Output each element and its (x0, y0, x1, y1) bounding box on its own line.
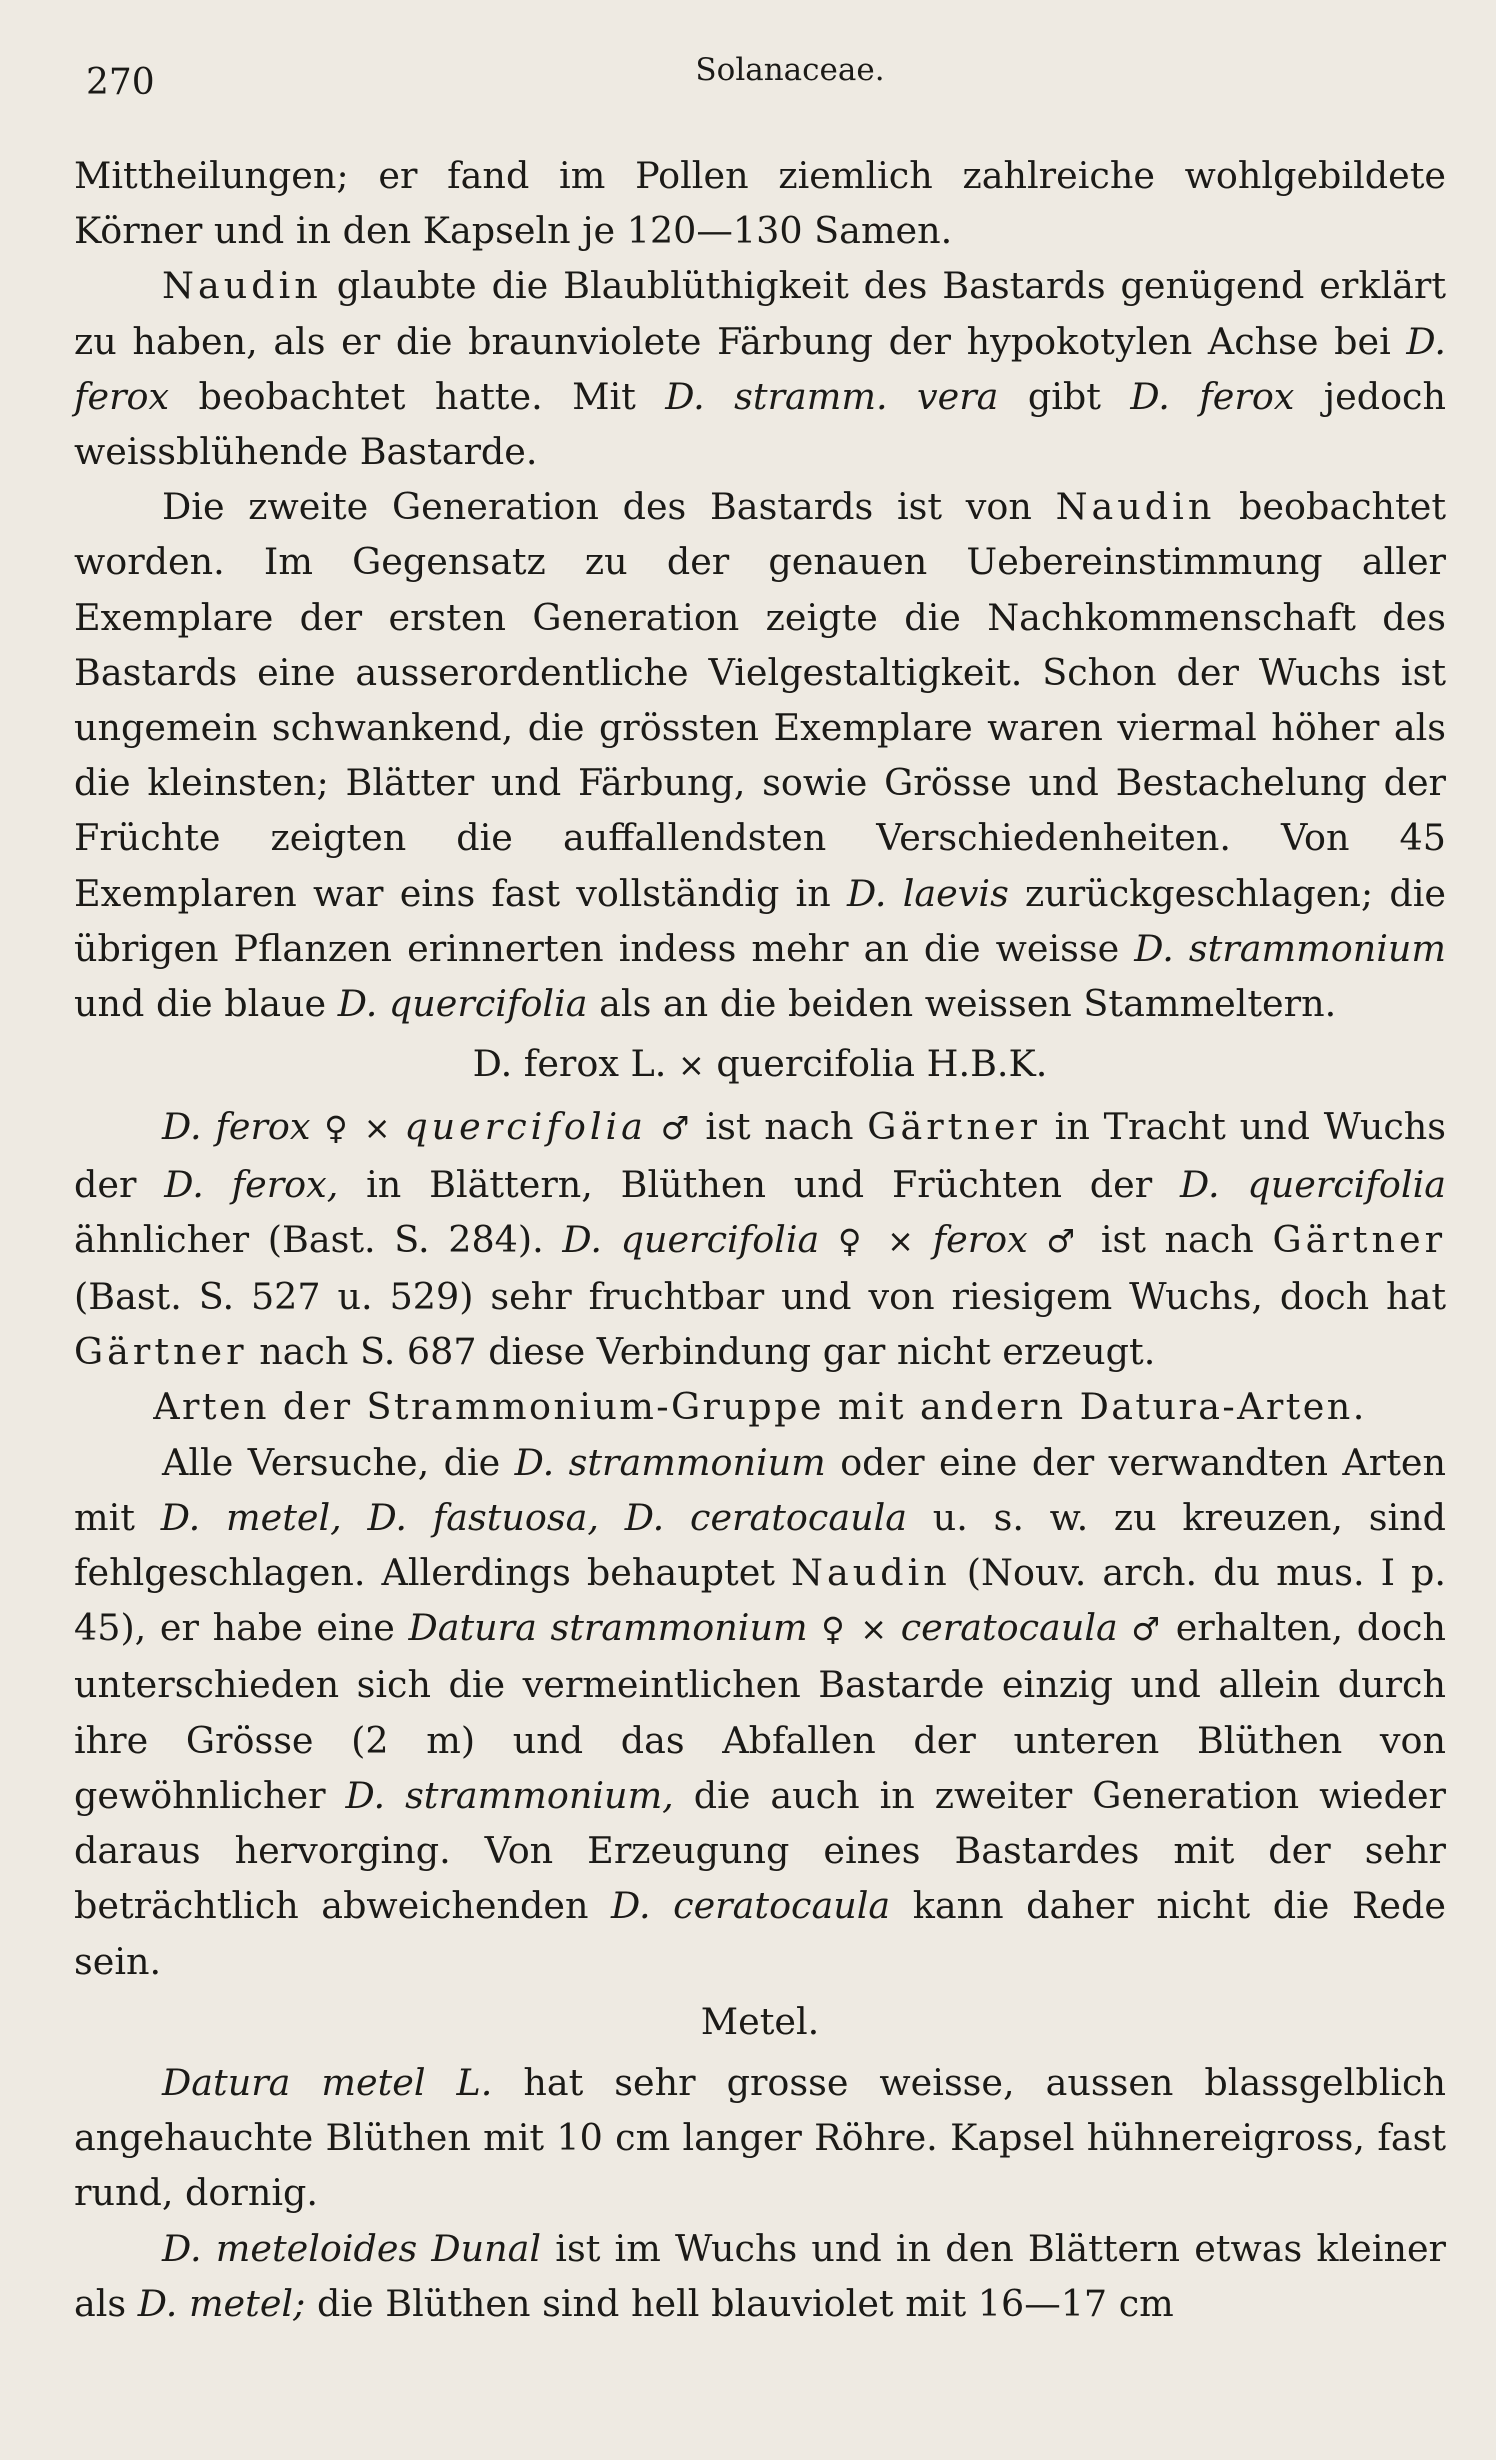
female-icon: ♀ (324, 1109, 350, 1148)
female-icon: ♀ (821, 1610, 847, 1649)
paragraph-1: Mittheilungen; er fand im Pollen ziemlich zahlreiche wohlgebildete Körner und in den Kapseln je 120—130 Samen. (74, 154, 1446, 253)
species-name: ferox (932, 1217, 1028, 1261)
species-name: Datura strammonium (408, 1606, 808, 1650)
male-icon: ♂ (1131, 1610, 1163, 1649)
running-title: Solanaceae. (695, 52, 885, 88)
author-name: Naudin (791, 1551, 951, 1595)
author-name: Gärtner (1272, 1217, 1447, 1261)
female-icon: ♀ (837, 1221, 869, 1260)
species-name: Datura metel L. (162, 2060, 493, 2104)
cross-icon: ⨯ (860, 1610, 888, 1649)
paragraph-6: Datura metel L. hat sehr grosse weisse, aussen blassgelblich angehauchte Blüthen mit 10 cm langer Röhre. Kapsel hühnereigross, fast rund, dornig. (74, 2060, 1446, 2215)
body-text (74, 148, 1446, 2331)
paragraph-7: D. meteloides Dunal ist im Wuchs und in den Blättern etwas kleiner als D. metel; die Blüthen sind hell blauviolet mit 16—17 cm (74, 2226, 1447, 2325)
species-name: D. strammonium, (345, 1773, 674, 1817)
species-name: D. ferox, (164, 1162, 339, 1206)
species-name: quercifolia (404, 1105, 647, 1149)
paragraph-3: Die zweite Generation des Bastards ist von Naudin beobachtet worden. Im Gegensatz zu der genauen Uebereinstimmung aller Exemplare der ersten Generation zeigte die Nachkommenschaft des Bastards eine ausserordentliche Vielgestaltigkeit. Schon der Wuchs ist ungemein schwankend, die grössten Exemplare waren viermal höher als die kleinsten; Blätter und Färbung, sowie Grösse und Bestachelung der Früchte zeigten die auffallendsten Verschiedenheiten. Von 45 Exemplaren war eins fast vollständig in D. laevis zurückgeschlagen; die übrigen Pflanzen erinnerten indess mehr an die weisse D. strammonium und die blaue D. quercifolia als an die beiden weissen Stammeltern. (74, 485, 1447, 1026)
paragraph-4: D. ferox ♀ ⨯ quercifolia ♂ ist nach Gärtner in Tracht und Wuchs der D. ferox, in Blättern, Blüthen und Früchten der D. quercifolia ähnlicher (Bast. S. 284). D. quercifolia ♀ ⨯ ferox ♂ ist nach Gärtner (Bast. S. 527 u. 529) sehr fruchtbar und von riesigem Wuchs, doch hat Gärtner nach S. 687 diese Verbindung gar nicht erzeugt. (74, 1105, 1447, 1374)
author-name: Gärtner (867, 1105, 1041, 1149)
section-heading-strammonium-group: Arten der Strammonium-Gruppe mit andern Datura-Arten. (153, 1385, 1367, 1429)
species-name: D. meteloides Dunal (162, 2226, 542, 2270)
species-name: D. ferox (1130, 374, 1295, 418)
species-name: D. strammonium (1134, 926, 1446, 970)
species-name: D. ceratocaula (611, 1884, 891, 1928)
section-heading-metel: Metel. (700, 1999, 820, 2043)
section-heading-ferox-quercifolia: D. ferox L. ⨯ quercifolia H.B.K. (472, 1042, 1048, 1086)
male-icon: ♂ (660, 1109, 692, 1148)
species-name: D. strammonium (514, 1440, 826, 1484)
species-name: D. quercifolia (562, 1217, 820, 1261)
species-name: D. ferox (74, 319, 1446, 418)
cross-icon: ⨯ (887, 1221, 914, 1260)
cross-icon: ⨯ (677, 1046, 705, 1085)
author-name: Naudin (162, 264, 322, 308)
species-name: D. quercifolia (337, 982, 588, 1026)
cross-icon: ⨯ (363, 1109, 391, 1148)
paragraph-2: Naudin glaubte die Blaublüthigkeit des Bastards genügend erklärt zu haben, als er die braunviolete Färbung der hypokotylen Achse bei D. ferox beobachtet hatte. Mit D. stramm. vera gibt D. ferox jedoch weissblühende Bastarde. (74, 264, 1447, 474)
species-name: D. metel, D. fastuosa, D. ceratocaula (160, 1495, 908, 1539)
male-icon: ♂ (1046, 1221, 1083, 1260)
species-name: D. stramm. vera (665, 374, 999, 418)
species-name: D. ferox (162, 1105, 311, 1149)
running-head (74, 52, 1446, 148)
author-name: Naudin (1055, 485, 1216, 529)
page-number: 270 (86, 62, 155, 103)
species-name: D. quercifolia (1180, 1162, 1446, 1206)
author-name: Gärtner (74, 1330, 248, 1374)
species-name: D. laevis (846, 871, 1009, 915)
species-name: D. metel; (137, 2281, 306, 2325)
paragraph-5: Alle Versuche, die D. strammonium oder eine der verwandten Arten mit D. metel, D. fastuosa, D. ceratocaula u. s. w. zu kreuzen, sind fehlgeschlagen. Allerdings behauptet Naudin (Nouv. arch. du mus. I p. 45), er habe eine Datura strammonium ♀ ⨯ ceratocaula ♂ erhalten, doch unterschieden sich die vermeintlichen Bastarde einzig und allein durch ihre Grösse (2 m) und das Abfallen der unteren Blüthen von gewöhnlicher D. strammonium, die auch in zweiter Generation wieder daraus hervorging. Von Erzeugung eines Bastardes mit der sehr beträchtlich abweichenden D. ceratocaula kann daher nicht die Rede sein. (74, 1440, 1447, 1983)
species-name: ceratocaula (900, 1606, 1118, 1650)
